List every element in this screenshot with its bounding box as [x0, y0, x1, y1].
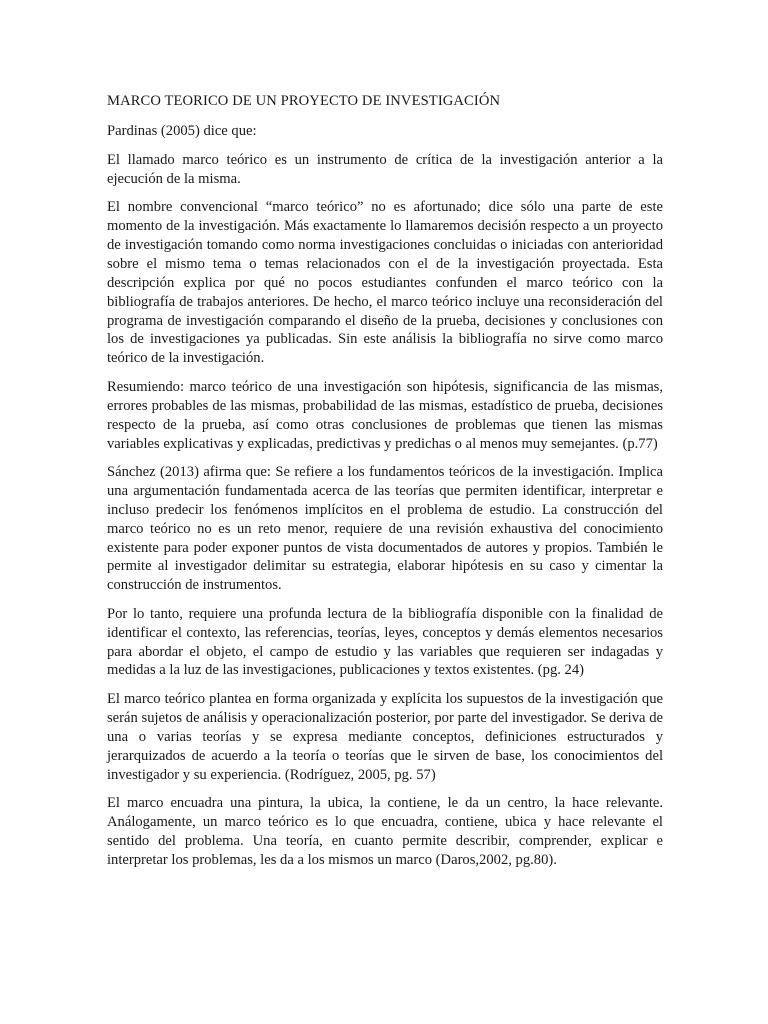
paragraph: El llamado marco teórico es un instrumento de crítica de la investigación anterior a la ejecución de la misma. — [107, 151, 663, 187]
paragraph: Por lo tanto, requiere una profunda lectura de la bibliografía disponible con la finalidad de identificar el contexto, las referencias, teorías, leyes, conceptos y demás elementos necesarios para abordar el objeto, el campo de estudio y las variables que requieren ser indagadas y medidas a la luz de las investigaciones, publicaciones y textos existentes. (pg. 24) — [107, 605, 663, 679]
intro-line: Pardinas (2005) dice que: — [107, 122, 257, 139]
paragraph: El nombre convencional “marco teórico” no es afortunado; dice sólo una parte de este momento de la investigación. Más exactamente lo llamaremos decisión respecto a un proyecto de investigación tomando como norma investigaciones concluidas o iniciadas con anterioridad sobre el mismo tema o temas relacionados con el de la investigación proyectada. Esta descripción explica por qué no pocos estudiantes confunden el marco teórico con la bibliografía de trabajos anteriores. De hecho, el marco teórico incluye una reconsideración del programa de investigación comparando el diseño de la prueba, decisiones y conclusiones con los de investigaciones ya publicadas. Sin este análisis la bibliografía no sirve como marco teórico de la investigación. — [107, 199, 663, 367]
document-title: MARCO TEORICO DE UN PROYECTO DE INVESTIGACIÓN — [107, 93, 501, 109]
paragraph: El marco encuadra una pintura, la ubica, la contiene, le da un centro, la hace relevante. Análogamente, un marco teórico es lo que encuadra, contiene, ubica y hace relevante el sentido del problema. Una teoría, en cuanto permite describir, comprender, explicar e interpretar los problemas, les da a los mismos un marco (Daros,2002, pg.80). — [107, 794, 663, 868]
document-page — [107, 92, 663, 879]
paragraph: El marco teórico plantea en forma organizada y explícita los supuestos de la investigación que serán sujetos de análisis y operacionalización posterior, por parte del investigador. Se deriva de una o varias teorías y se expresa mediante conceptos, definiciones estructurados y jerarquizados de acuerdo a la teoría o teorías que le sirven de base, los conocimientos del investigador y su experiencia. (Rodríguez, 2005, pg. 57) — [107, 690, 663, 783]
paragraph: Sánchez (2013) afirma que: Se refiere a los fundamentos teóricos de la investigación. Implica una argumentación fundamentada acerca de las teorías que permiten identificar, interpretar e incluso predecir los fenómenos implícitos en el problema de estudio. La construcción del marco teórico no es un reto menor, requiere de una revisión exhaustiva del conocimiento existente para poder exponer puntos de vista documentados de autores y propios. También le permite al investigador delimitar su estrategia, elaborar hipótesis en su caso y cimentar la construcción de instrumentos. — [107, 463, 663, 594]
paragraph: Resumiendo: marco teórico de una investigación son hipótesis, significancia de las mismas, errores probables de las mismas, probabilidad de las mismas, estadístico de prueba, decisiones respecto de la prueba, así como otras conclusiones de problemas que tienen las mismas variables explicativas y explicadas, predictivas y predichas o al menos muy semejantes. (p.77) — [107, 378, 663, 452]
